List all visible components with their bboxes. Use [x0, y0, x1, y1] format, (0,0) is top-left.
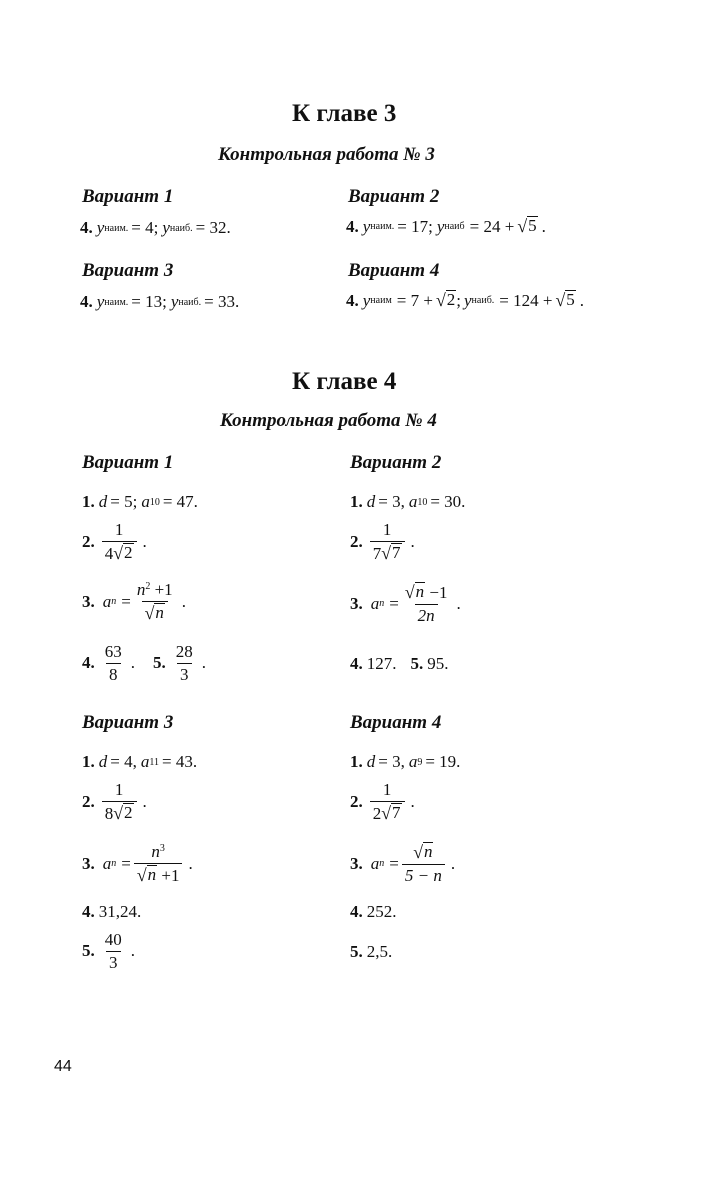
- answer-number: 4.: [346, 216, 359, 236]
- value: = 4;: [131, 218, 159, 237]
- subscript: наиб.: [178, 296, 202, 308]
- ch4-variant-2-title: Вариант 2: [350, 452, 442, 473]
- ch4-v1-answer-3: 3. a n = $n^2 +1$ √ n .: [82, 580, 186, 623]
- fraction: 1 7 √ 7: [370, 520, 405, 563]
- ch3-v3-answer-4: 4. y наим. = 13; y наиб. = 33.: [80, 292, 240, 311]
- chapter-4-title: К главе 4: [292, 368, 397, 395]
- answer-number: 4.: [80, 218, 93, 237]
- ch3-v2-answer-4: 4. y наим. = 17; y наиб = 24 + √ 5 .: [346, 216, 546, 236]
- answer-number: 4.: [346, 290, 359, 310]
- ch4-v2-answer-2: 2. 1 7 √ 7 .: [350, 520, 415, 563]
- ch4-variant-3-title: Вариант 3: [82, 712, 174, 733]
- subscript: наиб.: [471, 295, 495, 306]
- ch3-v1-answer-4: 4. y наим. = 4; y наиб. = 32.: [80, 218, 231, 237]
- value: = 33.: [204, 292, 240, 311]
- ch4-v1-answer-4-5: 4. $\frac{63}{8}$ . 5. $\frac{28}{3}$ .: [82, 642, 206, 684]
- subscript: наим.: [370, 221, 395, 232]
- ch4-v4-answer-1: 1. d = 3, a 9 = 19.: [350, 752, 461, 771]
- value: = 32.: [195, 218, 231, 237]
- fraction: $n^3$ √ n +1: [134, 842, 183, 885]
- ch4-v3-answer-2: 2. 1 8 √ 2 .: [82, 780, 147, 823]
- chapter-3-subtitle: Контрольная работа № 3: [218, 144, 435, 165]
- ch4-v3-answer-1: 1. d = 4, a 11 = 43.: [82, 752, 198, 771]
- ch3-variant-3-title: Вариант 3: [82, 260, 174, 281]
- fraction: 1 8 √ 2: [102, 780, 137, 823]
- fraction: $\frac{40}{3}$: [104, 930, 122, 972]
- ch3-variant-4-title: Вариант 4: [348, 260, 440, 281]
- ch4-v3-answer-5: 5. $\frac{40}{3}$ .: [82, 930, 135, 972]
- value: = 124 +: [499, 290, 553, 310]
- fraction: √ n 5 − n: [402, 842, 445, 885]
- ch4-v4-answer-3: 3. a n = √ n 5 − n .: [350, 842, 456, 885]
- ch4-v1-answer-1: 1. d = 5; a 10 = 47.: [82, 492, 198, 511]
- fraction: √ n −1 2n: [404, 582, 448, 625]
- ch4-v4-answer-4: 4. 252.: [350, 902, 397, 921]
- subscript: наиб: [444, 221, 465, 232]
- ch4-v3-answer-4: 4. 31,24.: [82, 902, 142, 921]
- fraction: $n^2 +1$ √ n: [136, 580, 173, 623]
- chapter-4-subtitle: Контрольная работа № 4: [220, 410, 437, 431]
- ch4-v3-answer-3: 3. a n = $n^3$ √ n +1 .: [82, 842, 193, 885]
- subscript: наим: [370, 295, 392, 306]
- ch4-v4-answer-2: 2. 1 2 √ 7 .: [350, 780, 415, 823]
- chapter-3-title: К главе 3: [292, 100, 397, 127]
- sqrt: √ 5: [517, 216, 537, 236]
- subscript: наиб.: [169, 222, 193, 234]
- subscript: наим.: [104, 296, 129, 308]
- value: = 24 +: [469, 216, 515, 236]
- ch3-v4-answer-4: 4. y наим = 7 + √ 2 ; y наиб. = 124 + √ 5 .: [346, 290, 585, 310]
- sqrt: √ 2: [435, 290, 456, 310]
- subscript: наим.: [104, 222, 129, 234]
- page-number: 44: [54, 1058, 72, 1075]
- fraction: 1 4 √ 2: [102, 520, 137, 563]
- ch3-variant-2-title: Вариант 2: [348, 186, 440, 207]
- ch4-v2-answer-3: 3. a n = √ n −1 2n .: [350, 582, 461, 625]
- ch3-variant-1-title: Вариант 1: [82, 186, 174, 207]
- ch4-v1-answer-2: 2. 1 4 √ 2 .: [82, 520, 147, 563]
- fraction: $\frac{63}{8}$: [104, 642, 122, 684]
- answer-number: 4.: [80, 292, 93, 311]
- ch4-v2-answer-4-5: 4. 127. 5. 95.: [350, 654, 449, 673]
- ch4-variant-1-title: Вариант 1: [82, 452, 174, 473]
- fraction: $\frac{28}{3}$: [175, 642, 193, 684]
- value: = 7 +: [396, 290, 433, 310]
- sqrt: √ 5: [555, 290, 575, 310]
- value: = 17;: [397, 216, 433, 236]
- value: = 13;: [131, 292, 167, 311]
- ch4-v2-answer-1: 1. d = 3, a 10 = 30.: [350, 492, 466, 511]
- fraction: 1 2 √ 7: [370, 780, 405, 823]
- ch4-v4-answer-5: 5. 2,5.: [350, 942, 393, 961]
- ch4-variant-4-title: Вариант 4: [350, 712, 442, 733]
